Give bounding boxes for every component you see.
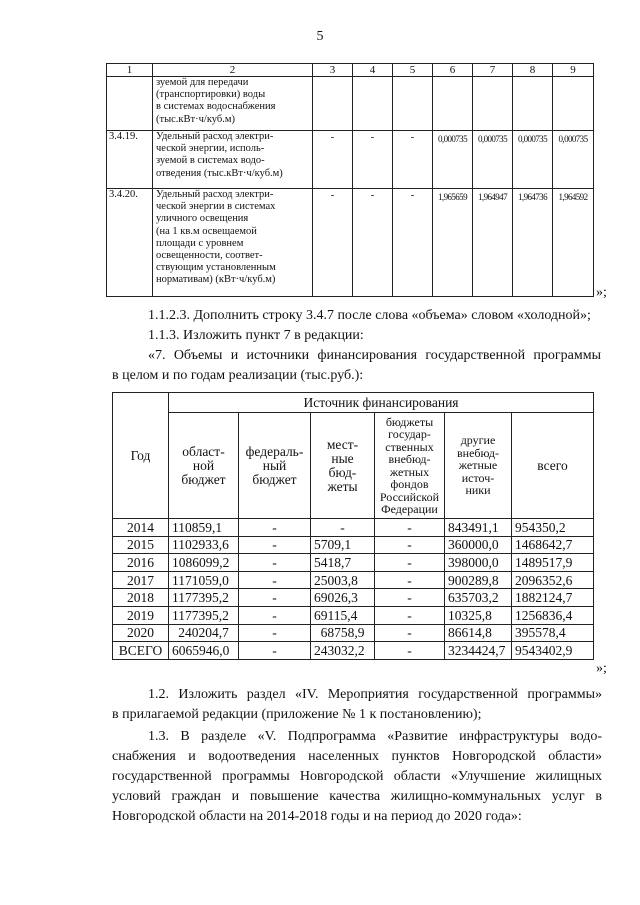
- name-line: зуемой для передачи: [156, 77, 249, 88]
- value-cell: 1102933,6: [169, 536, 239, 554]
- header-cell: 9: [553, 64, 594, 77]
- value-cell: -: [239, 536, 311, 554]
- year-cell: 2016: [113, 554, 169, 572]
- value-cell: 1171059,0: [169, 571, 239, 589]
- value-cell: 86614,8: [445, 624, 512, 642]
- value-cell: 1,964592: [553, 189, 594, 297]
- table-row: [113, 536, 594, 554]
- column-header: всего: [512, 413, 594, 519]
- name-line: в системах водоснабжения: [156, 101, 276, 113]
- value-cell: -: [375, 589, 445, 607]
- source-header: Источник финансирования: [169, 393, 594, 413]
- name-line: ствующим установленным: [156, 262, 276, 274]
- paragraph: 1.3. В разделе «V. Подпрограмма «Развитие инфраструктуры водо-: [148, 729, 602, 744]
- value-cell: 0,000735: [473, 131, 513, 189]
- column-header: федераль- ный бюджет: [239, 413, 311, 519]
- header-cell: 4: [353, 64, 393, 77]
- value-cell: 6065946,0: [169, 642, 239, 660]
- table-row: [113, 624, 594, 642]
- paragraph: государственной программы Новгородской области «Улучшение жилищных: [112, 769, 602, 784]
- name-line: (тыс.кВт·ч/куб.м): [156, 113, 235, 125]
- value-cell: 1086099,2: [169, 554, 239, 572]
- value-cell: -: [239, 606, 311, 624]
- value-cell: -: [393, 131, 433, 189]
- name-line: зуемой в системах водо-: [156, 155, 265, 167]
- header-cell: 2: [153, 64, 313, 77]
- paragraph: «7. Объемы и источники финансирования государственной программы: [148, 348, 601, 363]
- table-row: [113, 554, 594, 572]
- name-line: (на 1 кв.м освещаемой: [156, 225, 257, 237]
- name-line: уличного освещения: [156, 213, 249, 225]
- value-cell: 10325,8: [445, 606, 512, 624]
- value-cell: -: [375, 571, 445, 589]
- closing-quote: »;: [596, 661, 607, 676]
- value-cell: 1177395,2: [169, 589, 239, 607]
- table-row: [113, 519, 594, 537]
- paragraph: Новгородской области на 2014-2018 годы и на период до 2020 года»:: [112, 809, 522, 824]
- paragraph: снабжения и водоотведения населенных пунктов Новгородской области»: [112, 749, 602, 764]
- closing-quote: »;: [596, 285, 607, 300]
- value-cell: -: [239, 554, 311, 572]
- column-header: област- ной бюджет: [169, 413, 239, 519]
- indicators-table: [106, 63, 594, 297]
- year-cell: 2019: [113, 606, 169, 624]
- value-cell: 69115,4: [311, 606, 375, 624]
- year-cell: 2014: [113, 519, 169, 537]
- value-cell: 843491,1: [445, 519, 512, 537]
- value-cell: 1,965659: [433, 189, 473, 297]
- value-cell: 395578,4: [512, 624, 594, 642]
- name-line: нормативам) (кВт·ч/куб.м): [156, 274, 276, 286]
- name-line: Удельный расход электри-: [156, 131, 274, 142]
- value-cell: 1489517,9: [512, 554, 594, 572]
- value-cell: 360000,0: [445, 536, 512, 554]
- value-cell: 5418,7: [311, 554, 375, 572]
- header-cell: 8: [513, 64, 553, 77]
- table-row: [113, 642, 594, 660]
- name-line: ческой энергии, исполь-: [156, 143, 265, 155]
- paragraph: 1.2. Изложить раздел «IV. Мероприятия государственной программы»: [148, 687, 602, 702]
- paragraph: в целом и по годам реализации (тыс.руб.):: [112, 368, 364, 383]
- header-cell: 1: [107, 64, 153, 77]
- finance-header-row: [113, 393, 594, 413]
- column-header: другие внебюд- жетные источ- ники: [445, 413, 512, 519]
- value-cell: -: [239, 642, 311, 660]
- value-cell: 635703,2: [445, 589, 512, 607]
- name-line: Удельный расход электри-: [156, 189, 274, 200]
- name-line: (транспортировки) воды: [156, 89, 266, 101]
- year-cell: 2017: [113, 571, 169, 589]
- table-row: [113, 589, 594, 607]
- value-cell: -: [375, 554, 445, 572]
- value-cell: 3234424,7: [445, 642, 512, 660]
- year-cell: 2018: [113, 589, 169, 607]
- indicator-name-cell: [153, 131, 313, 189]
- year-cell: ВСЕГО: [113, 642, 169, 660]
- row-number: 3.4.20.: [107, 189, 153, 297]
- header-cell: 6: [433, 64, 473, 77]
- value-cell: -: [239, 624, 311, 642]
- value-cell: 25003,8: [311, 571, 375, 589]
- value-cell: -: [375, 606, 445, 624]
- header-cell: 5: [393, 64, 433, 77]
- value-cell: -: [239, 571, 311, 589]
- finance-table: [112, 392, 594, 660]
- table-row: [113, 606, 594, 624]
- value-cell: 1177395,2: [169, 606, 239, 624]
- value-cell: -: [393, 189, 433, 297]
- value-cell: 110859,1: [169, 519, 239, 537]
- value-cell: 0,000735: [433, 131, 473, 189]
- value-cell: 0,000735: [553, 131, 594, 189]
- year-cell: 2020: [113, 624, 169, 642]
- table-row: [113, 571, 594, 589]
- name-line: площади с уровнем: [156, 237, 244, 249]
- value-cell: 1,964947: [473, 189, 513, 297]
- indicator-name-cell: [153, 189, 313, 297]
- value-cell: 2096352,6: [512, 571, 594, 589]
- value-cell: 0,000735: [513, 131, 553, 189]
- value-cell: 1256836,4: [512, 606, 594, 624]
- column-header: мест- ные бюд- жеты: [311, 413, 375, 519]
- value-cell: -: [239, 519, 311, 537]
- finance-subheader-row: [113, 413, 594, 519]
- header-cell: 7: [473, 64, 513, 77]
- table-row: [107, 131, 594, 189]
- column-header: бюджеты государ- ственных внебюд- жетных фондов Российской Федерации: [375, 413, 445, 519]
- value-cell: 398000,0: [445, 554, 512, 572]
- value-cell: 69026,3: [311, 589, 375, 607]
- name-line: освещенности, соответ-: [156, 250, 263, 262]
- row-number: 3.4.19.: [107, 131, 153, 189]
- name-line: отведения (тыс.кВт·ч/куб.м): [156, 167, 283, 179]
- page-number: 5: [316, 29, 324, 44]
- indicators-header-row: [107, 64, 594, 77]
- value-cell: 243032,2: [311, 642, 375, 660]
- value-cell: 9543402,9: [512, 642, 594, 660]
- value-cell: -: [313, 189, 353, 297]
- value-cell: -: [375, 624, 445, 642]
- paragraph: условий граждан и повышение качества жилищно-коммунальных услуг в: [112, 789, 602, 804]
- name-line: ческой энергии в системах: [156, 201, 276, 213]
- value-cell: 954350,2: [512, 519, 594, 537]
- value-cell: 5709,1: [311, 536, 375, 554]
- paragraph: 1.1.3. Изложить пункт 7 в редакции:: [148, 328, 364, 343]
- year-header: Год: [113, 393, 169, 519]
- value-cell: 1,964736: [513, 189, 553, 297]
- value-cell: -: [239, 589, 311, 607]
- header-cell: 3: [313, 64, 353, 77]
- paragraph: в прилагаемой редакции (приложение № 1 к постановлению);: [112, 707, 482, 722]
- value-cell: 240204,7: [169, 624, 239, 642]
- paragraph: 1.1.2.3. Дополнить строку 3.4.7 после слова «объема» словом «холодной»;: [148, 308, 591, 323]
- value-cell: -: [353, 189, 393, 297]
- value-cell: -: [313, 131, 353, 189]
- value-cell: -: [353, 131, 393, 189]
- value-cell: 900289,8: [445, 571, 512, 589]
- indicator-name-cell: [153, 77, 313, 131]
- value-cell: -: [375, 536, 445, 554]
- year-cell: 2015: [113, 536, 169, 554]
- value-cell: 1468642,7: [512, 536, 594, 554]
- value-cell: -: [375, 519, 445, 537]
- table-row: [107, 189, 594, 297]
- continuation-row: [107, 77, 594, 131]
- value-cell: -: [375, 642, 445, 660]
- value-cell: 1882124,7: [512, 589, 594, 607]
- value-cell: 68758,9: [311, 624, 375, 642]
- value-cell: -: [311, 519, 375, 537]
